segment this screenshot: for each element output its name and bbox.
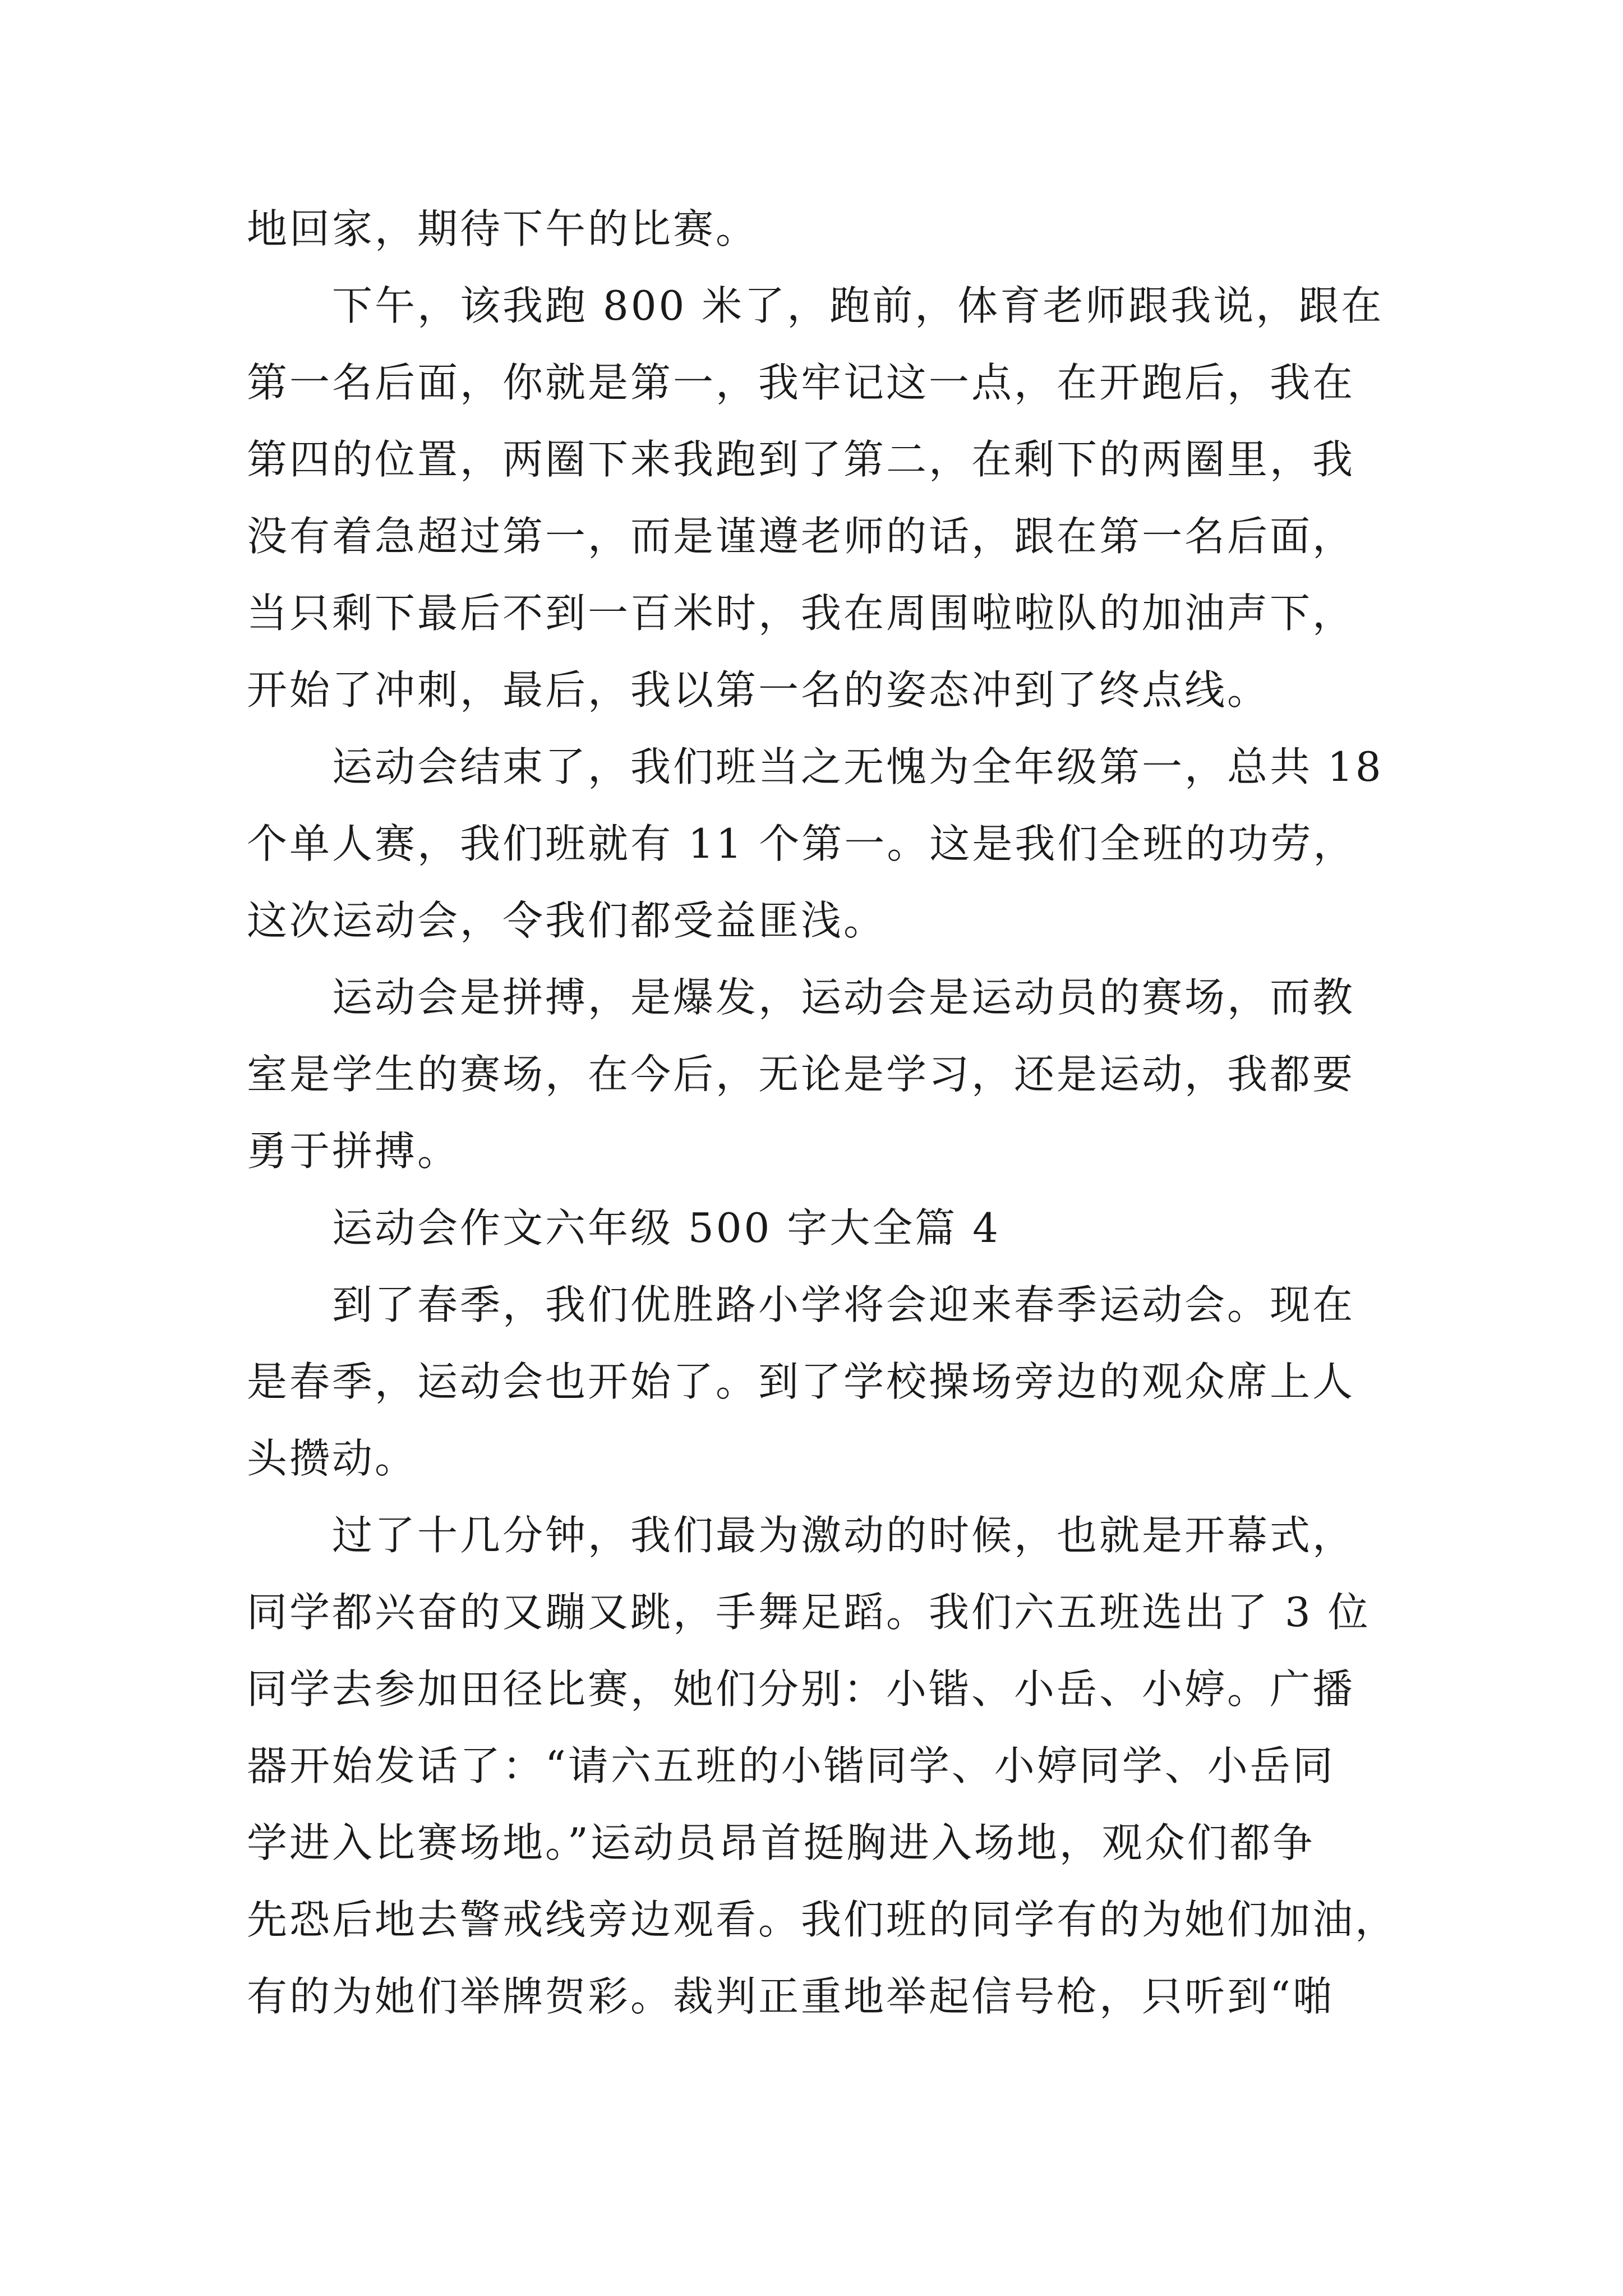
- text-line: 到了春季，我们优胜路小学将会迎来春季运动会。现在: [332, 1281, 1355, 1328]
- text-line: 运动会结束了，我们班当之无愧为全年级第一，总共 18: [332, 743, 1384, 790]
- text-line: 这次运动会，令我们都受益匪浅。: [247, 897, 887, 944]
- text-line: 室是学生的赛场，在今后，无论是学习，还是运动，我都要: [247, 1051, 1355, 1098]
- paragraph: [247, 959, 1391, 1190]
- paragraph: [247, 1497, 1398, 2035]
- text-line: 是春季，运动会也开始了。到了学校操场旁边的观众席上人: [247, 1358, 1355, 1405]
- text-line: 运动会是拼搏，是爆发，运动会是运动员的赛场，而教: [332, 974, 1355, 1021]
- text-line: 有的为她们举牌贺彩。裁判正重地举起信号枪，只听到“啪: [247, 1973, 1335, 2020]
- text-line: 勇于拼搏。: [247, 1128, 460, 1175]
- text-line: 先恐后地去警戒线旁边观看。我们班的同学有的为她们加油，: [247, 1896, 1398, 1943]
- heading-text: 运动会作文六年级 500 字大全篇 4: [332, 1204, 1000, 1251]
- text-line: 下午，该我跑 800 米了，跑前，体育老师跟我说，跟在: [332, 282, 1384, 329]
- text-line: 开始了冲刺，最后，我以第一名的姿态冲到了终点线。: [247, 666, 1270, 714]
- body-text: [247, 191, 1398, 2035]
- text-line: 学进入比赛场地。”运动员昂首挺胸进入场地，观众们都争: [247, 1819, 1315, 1866]
- text-line: 没有着急超过第一，而是谨遵老师的话，跟在第一名后面，: [247, 513, 1355, 560]
- text-line: 地回家，期待下午的比赛。: [247, 205, 759, 252]
- text-line: 第四的位置，两圈下来我跑到了第二，在剩下的两圈里，我: [247, 436, 1355, 483]
- paragraph: [247, 1267, 1391, 1497]
- text-line: 个单人赛，我们班就有 11 个第一。这是我们全班的功劳，: [247, 820, 1356, 867]
- paragraph: [247, 191, 1391, 268]
- text-line: 器开始发话了：“请六五班的小锴同学、小婷同学、小岳同: [247, 1742, 1335, 1789]
- text-line: 过了十几分钟，我们最为激动的时候，也就是开幕式，: [332, 1512, 1355, 1559]
- paragraph: [247, 268, 1391, 729]
- text-line: 同学去参加田径比赛，她们分别：小锴、小岳、小婷。广播: [247, 1665, 1355, 1713]
- paragraph: [247, 729, 1391, 959]
- text-line: 当只剩下最后不到一百米时，我在周围啦啦队的加油声下，: [247, 590, 1355, 637]
- text-line: 头攒动。: [247, 1435, 418, 1482]
- text-line: 第一名后面，你就是第一，我牢记这一点，在开跑后，我在: [247, 359, 1355, 406]
- section-heading: [247, 1190, 1391, 1267]
- text-line: 同学都兴奋的又蹦又跳，手舞足蹈。我们六五班选出了 3 位: [247, 1589, 1371, 1636]
